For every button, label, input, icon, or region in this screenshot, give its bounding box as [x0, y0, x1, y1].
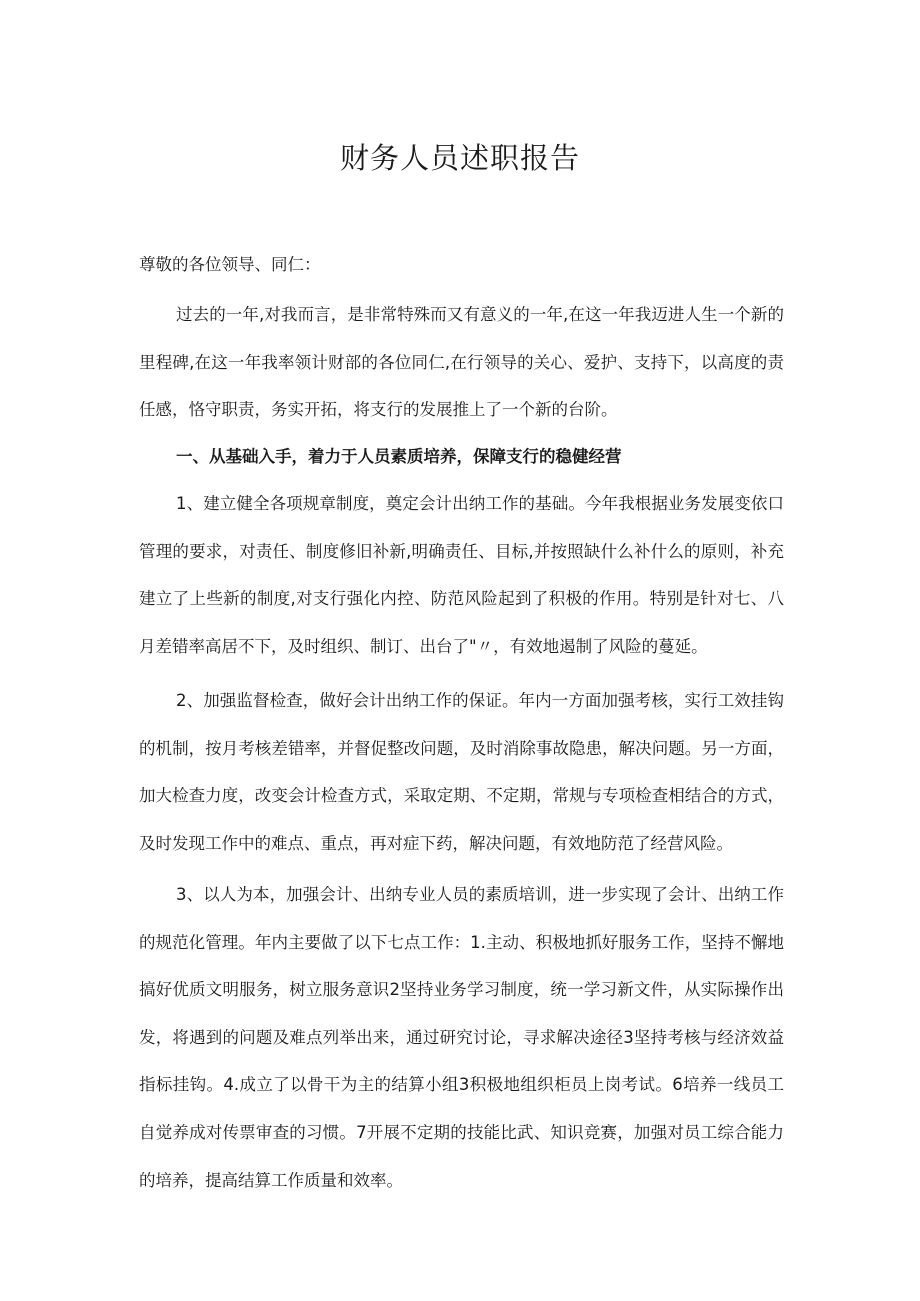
intro-paragraph: 过去的一年,对我而言，是非常特殊而又有意义的一年,在这一年我迈进人生一个新的里程碑,在这一年我率领计财部的各位同仁,在行领导的关心、爱护、支持下，以高度的责任感，恪守职责，务实开拓，将支行的发展推上了一个新的台阶。: [139, 305, 784, 420]
paragraph-item-2: 2、加强监督检查，做好会计出纳工作的保证。年内一方面加强考核，实行工效挂钩的机制，按月考核差错率，并督促整改问题，及时消除事故隐患，解决问题。另一方面，加大检查力度，改变会计检查方式，采取定期、不定期，常规与专项检查相结合的方式，及时发现工作中的难点、重点，再对症下药，解决问题，有效地防范了经营风险。: [139, 691, 784, 853]
paragraph-item-3: 3、以人为本，加强会计、出纳专业人员的素质培训，进一步实现了会计、出纳工作的规范化管理。年内主要做了以下七点工作：1.主动、积极地抓好服务工作，坚持不懈地搞好优质文明服务，树立服务意识2坚持业务学习制度，统一学习新文件，从实际操作出发，将遇到的问题及难点列举出来，通过研究讨论，寻求解决途径3坚持考核与经济效益指标挂钩。4.成立了以骨干为主的结算小组3积极地组织柜员上岗考试。6培养一线员工自觉养成对传票审查的习惯。7开展不定期的技能比武、知识竞赛，加强对员工综合能力的培养，提高结算工作质量和效率。: [139, 885, 784, 1190]
document-title: 财务人员述职报告: [339, 141, 580, 175]
paragraph-item-1: 1、建立健全各项规章制度，奠定会计出纳工作的基础。今年我根据业务发展变依口管理的要求，对责任、制度修旧补新,明确责任、目标,并按照缺什么补什么的原则，补充建立了上些新的制度,对支行强化内控、防范风险起到了积极的作用。特别是针对七、八月差错率高居不下，及时组织、制订、出台了"〃，有效地遏制了风险的蔓延。: [139, 494, 784, 656]
section-heading: 一、从基础入手，着力于人员素质培养，保障支行的稳健经营: [176, 447, 622, 466]
salutation: 尊敬的各位领导、同仁：: [139, 255, 321, 274]
